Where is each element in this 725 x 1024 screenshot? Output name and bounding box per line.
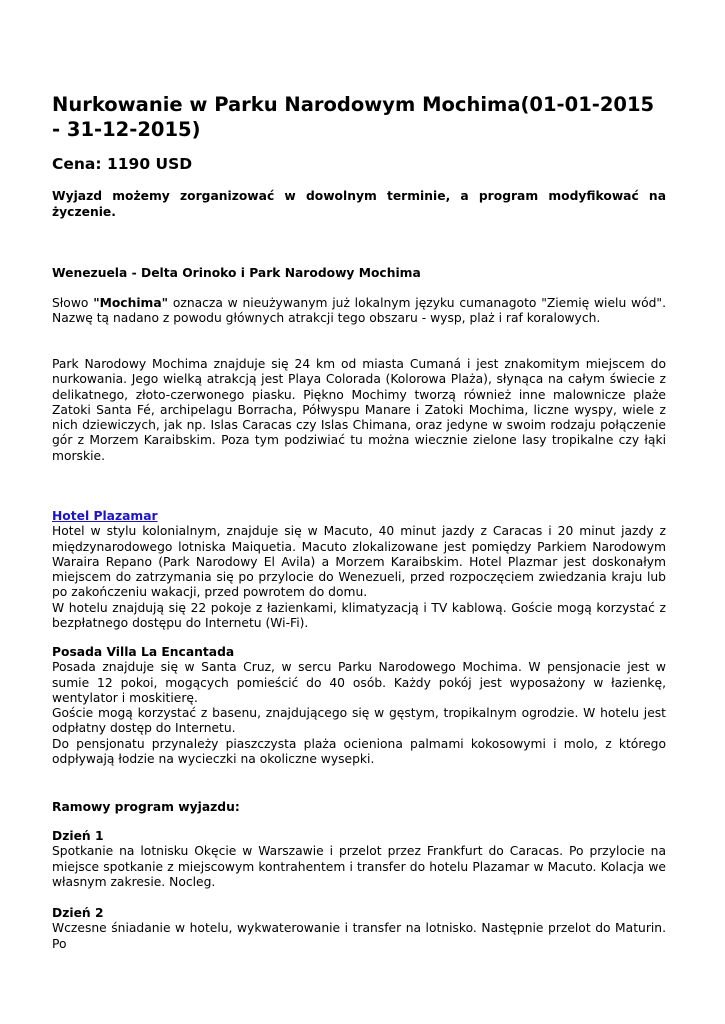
posada-amenities: Goście mogą korzystać z basenu, znajdującego się w gęstym, tropikalnym ogrodzie. W hotelu jest odpłatny dostęp do Internetu. — [52, 706, 666, 736]
intro-text-after: oznacza w nieużywanym już lokalnym języku cumanagoto "Ziemię wielu wód". Nazwę tą nadano z powodu głównych atrakcji tego obszaru - wysp, plaż i raf koralowych. — [52, 296, 666, 326]
program-title: Ramowy program wyjazdu: — [52, 800, 240, 814]
day-2-label: Dzień 2 — [52, 906, 104, 920]
posada-section — [52, 645, 666, 767]
day-1 — [52, 829, 666, 890]
price: Cena: 1190 USD — [52, 155, 193, 173]
day-1-label: Dzień 1 — [52, 829, 104, 843]
intro-paragraph — [52, 296, 666, 327]
day-1-text: Spotkanie na lotnisku Okęcie w Warszawie i przelot przez Frankfurt do Caracas. Po przylocie na miejsce spotkanie z miejscowym kontrahentem i transfer do hotelu Plazamar w Macuto. Kolacja we własnym zakresie. Nocleg. — [52, 844, 666, 889]
hotel-plazamar-amenities: W hotelu znajdują się 22 pokoje z łazienkami, klimatyzacją i TV kablową. Goście mogą korzystać z bezpłatnego dostępu do Internetu (Wi-Fi). — [52, 600, 666, 631]
posada-beach: Do pensjonatu przynależy piaszczysta plaża ocieniona palmami kokosowymi i molo, z którego odpływają łodzie na wycieczki na okoliczne wysepki. — [52, 736, 666, 767]
hotel-plazamar-link[interactable]: Hotel Plazamar — [52, 509, 158, 523]
park-paragraph: Park Narodowy Mochima znajduje się 24 km od miasta Cumaná i jest znakomitym miejscem do nurkowania. Jego wielką atrakcją jest Playa Colorada (Kolorowa Plaża), słynąca na całym świecie z delikatnego, złoto-czerwonego piasku. Piękno Mochimy tworzą również inne malownicze plaże Zatoki Santa Fé, archipelagu Borracha, Półwyspu Manare i Zatoki Mochima, liczne wyspy, wiele z nich dziewiczych, jak np. Islas Caracas czy Islas Chimana, oraz jedyne w swoim rodzaju połączenie gór z Morzem Karaibskim. Poza tym podziwiać tu można wiecznie zielone lasy tropikalne czy łąki morskie. — [52, 357, 666, 463]
hotel-plazamar-section — [52, 509, 666, 631]
page-title: Nurkowanie w Parku Narodowym Mochima(01-01-2015 - 31-12-2015) — [52, 93, 655, 141]
posada-description: Posada znajduje się w Santa Cruz, w sercu Parku Narodowego Mochima. W pensjonacie jest w sumie 12 pokoi, mogących pomieścić do 40 osób. Każdy pokój jest wyposażony w łazienkę, wentylator i moskitierę. — [52, 660, 666, 705]
booking-note: Wyjazd możemy zorganizować w dowolnym terminie, a program modyfikować na życzenie. — [52, 189, 666, 219]
intro-text-before: Słowo — [52, 296, 94, 310]
posada-title: Posada Villa La Encantada — [52, 645, 235, 659]
section-title: Wenezuela - Delta Orinoko i Park Narodowy Mochima — [52, 266, 421, 280]
day-2-text: Wczesne śniadanie w hotelu, wykwaterowanie i transfer na lotnisko. Następnie przelot do Maturin. Po — [52, 921, 666, 951]
day-2 — [52, 906, 666, 952]
hotel-plazamar-description: Hotel w stylu kolonialnym, znajduje się w Macuto, 40 minut jazdy z Caracas i 20 minut jazdy z międzynarodowego lotniska Maiquetia. Macuto zlokalizowane jest pomiędzy Parkiem Narodowym Waraira Repano (Park Narodowy El Avila) a Morzem Karaibskim. Hotel Plazmar jest doskonałym miejscem do zatrzymania się po przylocie do Wenezueli, przed rozpoczęciem zwiedzania kraju lub po zakończeniu wakacji, przed powrotem do domu. — [52, 524, 666, 600]
intro-bold-word: "Mochima" — [93, 296, 169, 310]
